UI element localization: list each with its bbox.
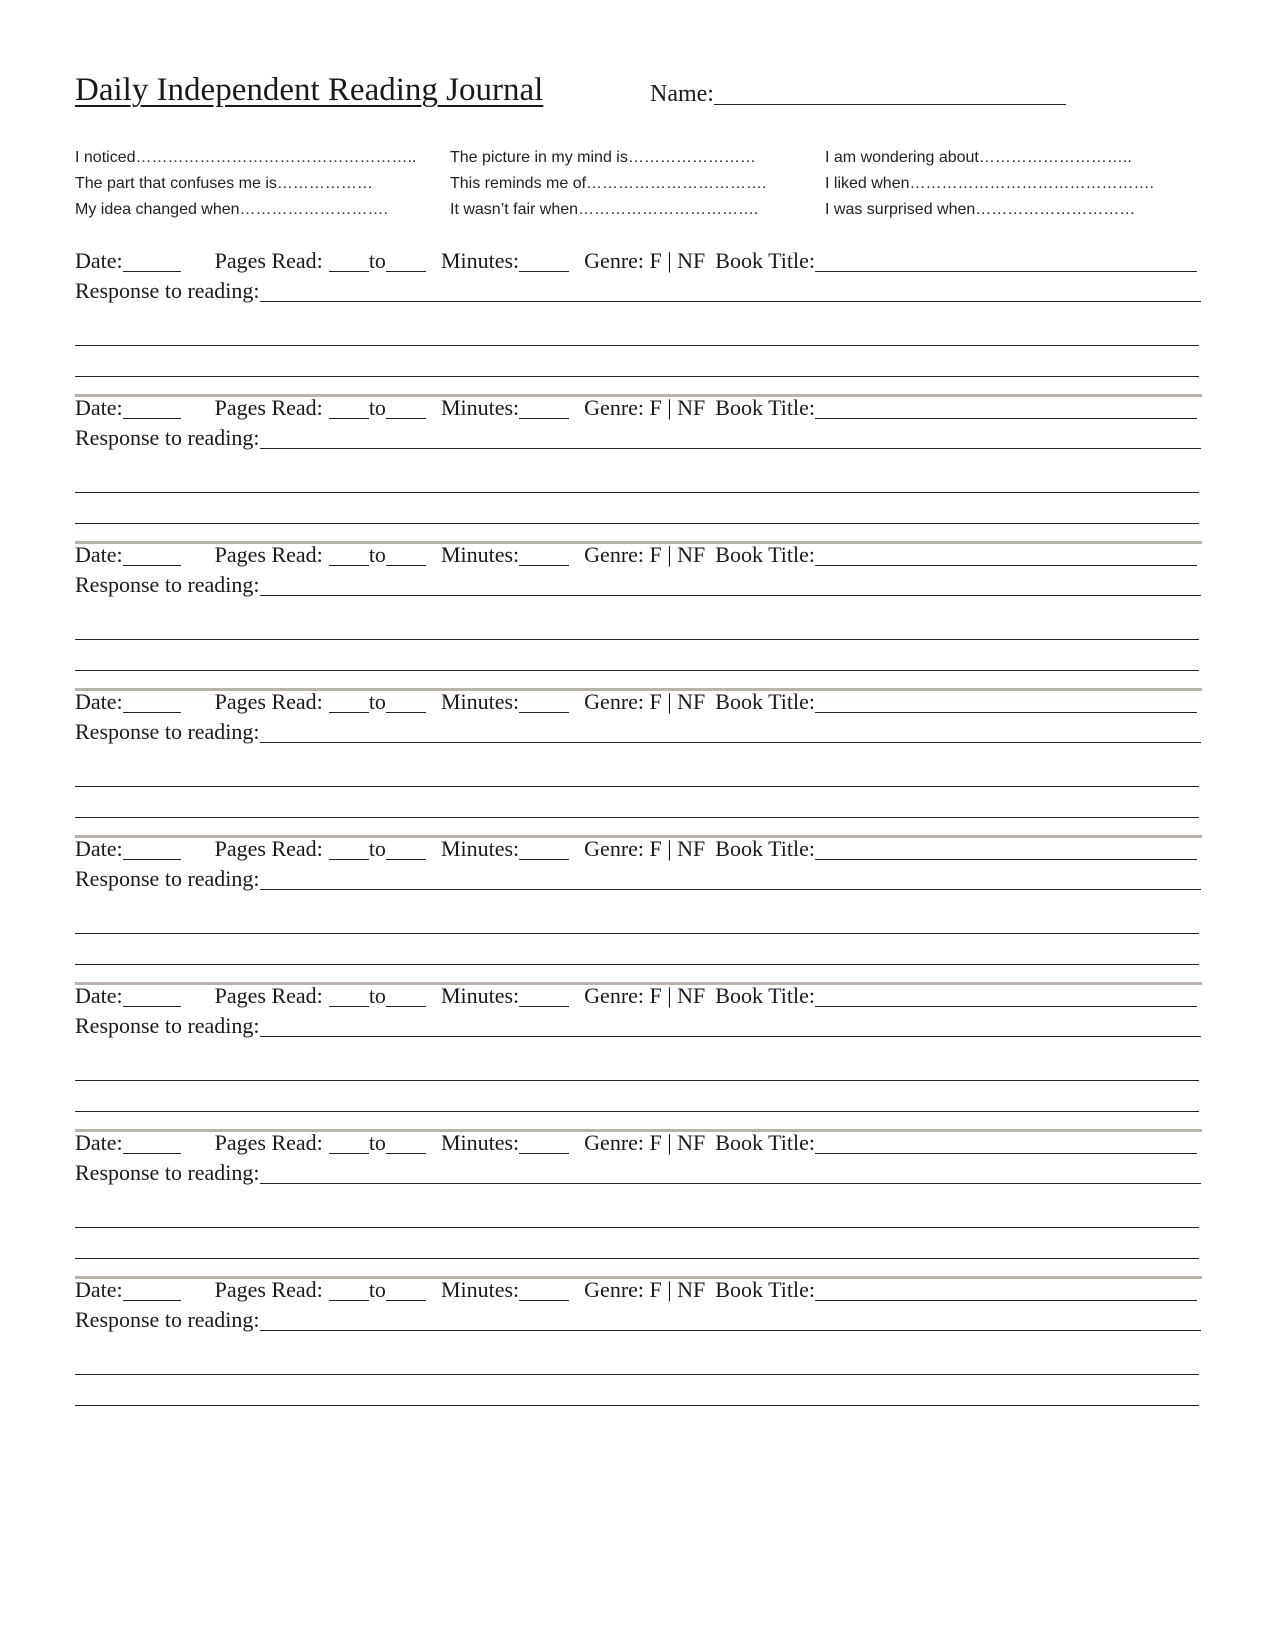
book-title-blank[interactable] [815, 1133, 1197, 1154]
pages-from-blank[interactable] [329, 986, 369, 1007]
pages-from-blank[interactable] [329, 398, 369, 419]
pages-to-label: to [368, 542, 386, 567]
book-title-label: Book Title: [715, 836, 815, 861]
response-row [75, 719, 1201, 745]
response-row [75, 1160, 1201, 1186]
date-label: Date: [75, 983, 123, 1008]
response-line[interactable] [75, 817, 1199, 818]
response-blank[interactable] [260, 1016, 1201, 1037]
genre-label[interactable]: Genre: F | NF [584, 395, 706, 420]
minutes-label: Minutes: [440, 248, 520, 273]
minutes-blank[interactable] [519, 1133, 569, 1154]
response-line[interactable] [75, 345, 1199, 346]
response-row [75, 278, 1201, 304]
journal-entry [75, 1130, 1205, 1278]
response-blank[interactable] [260, 575, 1201, 596]
book-title-blank[interactable] [815, 398, 1197, 419]
book-title-label: Book Title: [715, 1277, 815, 1302]
response-line[interactable] [75, 523, 1199, 524]
date-blank[interactable] [123, 398, 181, 419]
pages-from-blank[interactable] [329, 692, 369, 713]
journal-entry [75, 395, 1205, 543]
minutes-label: Minutes: [440, 983, 520, 1008]
book-title-blank[interactable] [815, 692, 1197, 713]
minutes-blank[interactable] [519, 251, 569, 272]
date-blank[interactable] [123, 1280, 181, 1301]
date-blank[interactable] [123, 839, 181, 860]
date-blank[interactable] [123, 692, 181, 713]
name-label: Name: [650, 81, 714, 107]
pages-to-label: to [368, 689, 386, 714]
book-title-label: Book Title: [715, 983, 815, 1008]
response-line[interactable] [75, 1374, 1199, 1375]
response-blank[interactable] [260, 722, 1201, 743]
pages-to-blank[interactable] [386, 251, 426, 272]
minutes-blank[interactable] [519, 545, 569, 566]
date-blank[interactable] [123, 545, 181, 566]
minutes-blank[interactable] [519, 692, 569, 713]
response-line[interactable] [75, 1405, 1199, 1406]
pages-read-label: Pages Read: [214, 1277, 323, 1302]
minutes-blank[interactable] [519, 398, 569, 419]
journal-entry [75, 983, 1205, 1131]
pages-to-blank[interactable] [386, 1280, 426, 1301]
genre-label[interactable]: Genre: F | NF [584, 836, 706, 861]
pages-read-label: Pages Read: [214, 542, 323, 567]
response-line[interactable] [75, 933, 1199, 934]
response-row [75, 1307, 1201, 1333]
response-blank[interactable] [260, 281, 1201, 302]
genre-label[interactable]: Genre: F | NF [584, 542, 706, 567]
response-row [75, 866, 1201, 892]
minutes-label: Minutes: [440, 542, 520, 567]
genre-label[interactable]: Genre: F | NF [584, 689, 706, 714]
response-blank[interactable] [260, 1310, 1201, 1331]
response-blank[interactable] [260, 428, 1201, 449]
pages-to-label: to [368, 836, 386, 861]
book-title-label: Book Title: [715, 1130, 815, 1155]
response-blank[interactable] [260, 869, 1201, 890]
book-title-blank[interactable] [815, 251, 1197, 272]
response-line[interactable] [75, 376, 1199, 377]
pages-to-blank[interactable] [386, 986, 426, 1007]
pages-from-blank[interactable] [329, 251, 369, 272]
response-label: Response to reading: [75, 1013, 260, 1038]
pages-from-blank[interactable] [329, 545, 369, 566]
minutes-blank[interactable] [519, 839, 569, 860]
response-line[interactable] [75, 964, 1199, 965]
prompt-item: I was surprised when………………………… [825, 201, 1136, 218]
minutes-label: Minutes: [440, 1130, 520, 1155]
response-label: Response to reading: [75, 572, 260, 597]
response-line[interactable] [75, 670, 1199, 671]
minutes-label: Minutes: [440, 1277, 520, 1302]
prompt-item: The part that confuses me is……………… [75, 175, 373, 192]
prompt-item: It wasn’t fair when……………………………. [450, 201, 759, 218]
pages-to-label: to [368, 248, 386, 273]
entry-info-row [75, 689, 1197, 715]
journal-entry [75, 248, 1205, 396]
journal-entry [75, 689, 1205, 837]
date-blank[interactable] [123, 251, 181, 272]
name-blank[interactable] [714, 82, 1066, 105]
minutes-label: Minutes: [440, 395, 520, 420]
pages-read-label: Pages Read: [214, 248, 323, 273]
book-title-blank[interactable] [815, 986, 1197, 1007]
prompt-item: I noticed…………………………………………….. [75, 149, 417, 166]
journal-entry [75, 836, 1205, 984]
response-line[interactable] [75, 492, 1199, 493]
name-field[interactable] [650, 81, 1066, 108]
response-label: Response to reading: [75, 719, 260, 744]
journal-entry [75, 542, 1205, 690]
response-label: Response to reading: [75, 425, 260, 450]
genre-label[interactable]: Genre: F | NF [584, 983, 706, 1008]
prompt-item: I liked when………………………………………. [825, 175, 1154, 192]
pages-to-label: to [368, 1277, 386, 1302]
response-blank[interactable] [260, 1163, 1201, 1184]
date-label: Date: [75, 1130, 123, 1155]
response-row [75, 1013, 1201, 1039]
response-line[interactable] [75, 639, 1199, 640]
minutes-blank[interactable] [519, 986, 569, 1007]
pages-from-blank[interactable] [329, 1280, 369, 1301]
sentence-starters [75, 146, 1175, 221]
response-row [75, 425, 1201, 451]
entry-info-row [75, 983, 1197, 1009]
pages-to-blank[interactable] [386, 1133, 426, 1154]
response-row [75, 572, 1201, 598]
book-title-label: Book Title: [715, 248, 815, 273]
genre-label[interactable]: Genre: F | NF [584, 1277, 706, 1302]
pages-read-label: Pages Read: [214, 1130, 323, 1155]
response-label: Response to reading: [75, 1307, 260, 1332]
pages-read-label: Pages Read: [214, 836, 323, 861]
entry-info-row [75, 1130, 1197, 1156]
date-label: Date: [75, 395, 123, 420]
pages-from-blank[interactable] [329, 839, 369, 860]
genre-label[interactable]: Genre: F | NF [584, 1130, 706, 1155]
minutes-label: Minutes: [440, 689, 520, 714]
date-blank[interactable] [123, 1133, 181, 1154]
pages-to-blank[interactable] [386, 545, 426, 566]
page-title: Daily Independent Reading Journal [75, 72, 544, 108]
book-title-blank[interactable] [815, 545, 1197, 566]
date-label: Date: [75, 248, 123, 273]
book-title-blank[interactable] [815, 839, 1197, 860]
pages-to-blank[interactable] [386, 692, 426, 713]
response-label: Response to reading: [75, 1160, 260, 1185]
pages-to-label: to [368, 983, 386, 1008]
date-label: Date: [75, 542, 123, 567]
minutes-label: Minutes: [440, 836, 520, 861]
prompt-item: This reminds me of……………………………. [450, 175, 767, 192]
response-line[interactable] [75, 1080, 1199, 1081]
response-label: Response to reading: [75, 866, 260, 891]
pages-to-blank[interactable] [386, 839, 426, 860]
prompt-item: The picture in my mind is…………………… [450, 149, 756, 166]
pages-read-label: Pages Read: [214, 689, 323, 714]
date-blank[interactable] [123, 986, 181, 1007]
minutes-blank[interactable] [519, 1280, 569, 1301]
prompt-item: My idea changed when………………………. [75, 201, 388, 218]
journal-entry [75, 1277, 1205, 1425]
genre-label[interactable]: Genre: F | NF [584, 248, 706, 273]
response-line[interactable] [75, 1111, 1199, 1112]
date-label: Date: [75, 1277, 123, 1302]
entry-info-row [75, 836, 1197, 862]
entry-info-row [75, 395, 1197, 421]
date-label: Date: [75, 836, 123, 861]
response-label: Response to reading: [75, 278, 260, 303]
response-line[interactable] [75, 786, 1199, 787]
prompt-item: I am wondering about……………………….. [825, 149, 1132, 166]
entry-info-row [75, 248, 1197, 274]
date-label: Date: [75, 689, 123, 714]
pages-to-label: to [368, 1130, 386, 1155]
entry-info-row [75, 1277, 1197, 1303]
entry-info-row [75, 542, 1197, 568]
response-line[interactable] [75, 1258, 1199, 1259]
book-title-blank[interactable] [815, 1280, 1197, 1301]
pages-from-blank[interactable] [329, 1133, 369, 1154]
pages-to-blank[interactable] [386, 398, 426, 419]
journal-header [75, 72, 1205, 116]
pages-read-label: Pages Read: [214, 983, 323, 1008]
response-line[interactable] [75, 1227, 1199, 1228]
book-title-label: Book Title: [715, 689, 815, 714]
pages-to-label: to [368, 395, 386, 420]
book-title-label: Book Title: [715, 395, 815, 420]
book-title-label: Book Title: [715, 542, 815, 567]
pages-read-label: Pages Read: [214, 395, 323, 420]
